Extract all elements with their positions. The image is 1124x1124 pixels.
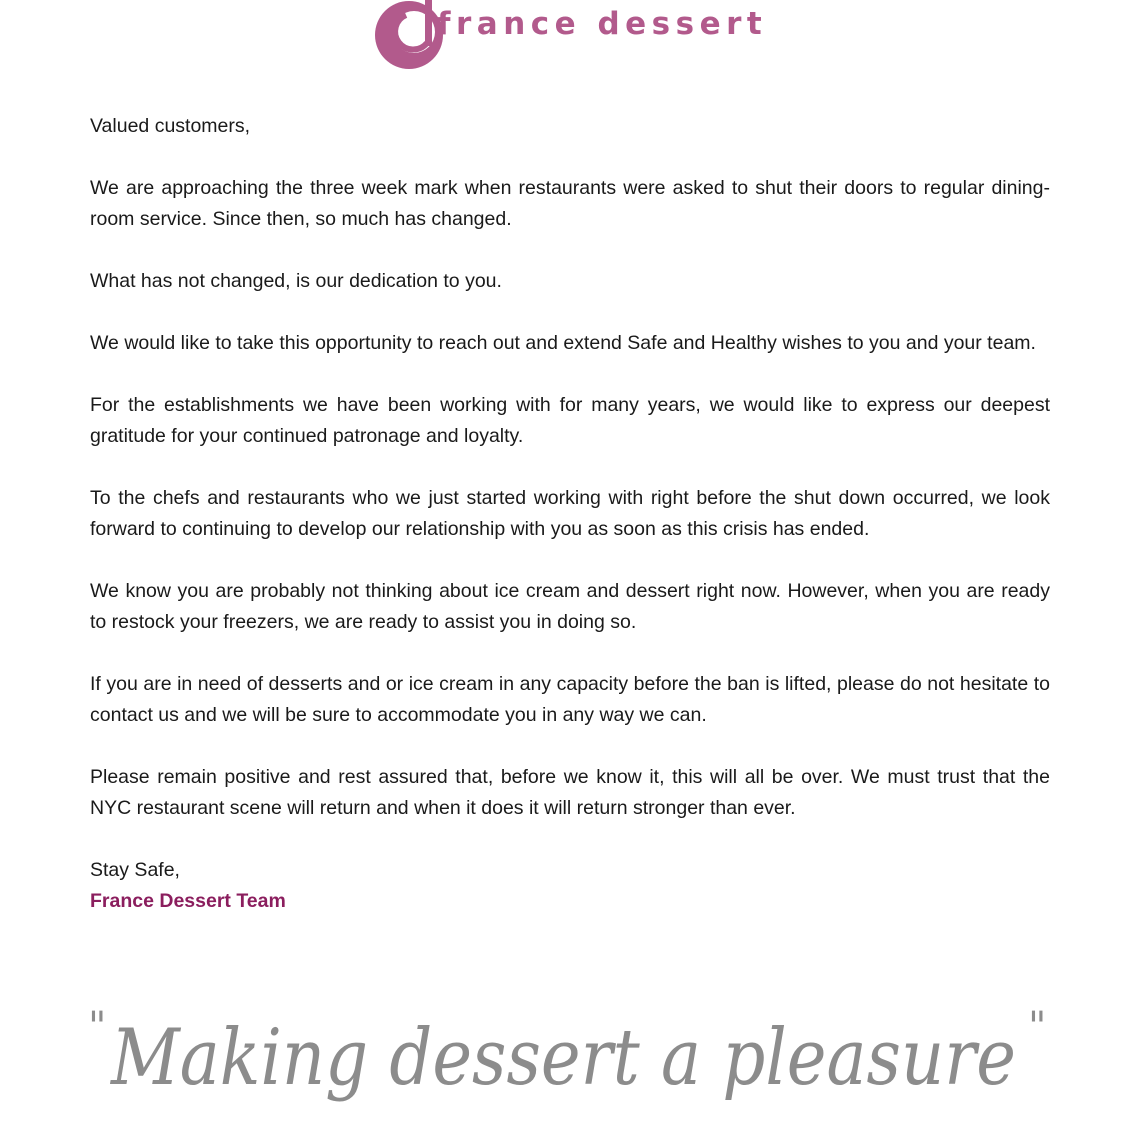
letterhead <box>0 0 1124 74</box>
paragraph: What has not changed, is our dedication to you. <box>90 270 502 292</box>
paragraph: For the establishments we have been working with for many years, we would like to express our deepest gratitude for your continued patronage and loyalty. <box>90 394 1050 447</box>
greeting: Valued customers, <box>90 115 251 137</box>
paragraph: We know you are probably not thinking about ice cream and dessert right now. However, when you are ready to restock your freezers, we are ready to assist you in doing so. <box>90 580 1050 633</box>
paragraph: We would like to take this opportunity to reach out and extend Safe and Healthy wishes to you and your team. <box>90 332 1036 354</box>
slogan-text: Making dessert a pleasure <box>109 1013 1017 1103</box>
letter-body <box>90 111 1050 917</box>
paragraph: If you are in need of desserts and or ice cream in any capacity before the ban is lifted, please do not hesitate to contact us and we will be sure to accommodate you in any way we can. <box>90 673 1050 726</box>
slogan-open-quote-icon: " <box>88 1004 107 1050</box>
slogan <box>86 1000 1046 1120</box>
paragraph: We are approaching the three week mark when restaurants were asked to shut their doors to regular dining-room service. Since then, so much has changed. <box>90 177 1050 230</box>
logo-wordmark: france dessert <box>437 6 768 42</box>
paragraph: Please remain positive and rest assured that, before we know it, this will all be over. We must trust that the NYC restaurant scene will return and when it does it will return stronger than ever. <box>90 766 1050 819</box>
paragraph: To the chefs and restaurants who we just started working with right before the shut down occurred, we look forward to continuing to develop our relationship with you as soon as this crisis has ended. <box>90 487 1050 540</box>
closing: Stay Safe, <box>90 859 180 881</box>
slogan-close-quote-icon: " <box>1028 1004 1046 1050</box>
signature: France Dessert Team <box>90 890 286 912</box>
